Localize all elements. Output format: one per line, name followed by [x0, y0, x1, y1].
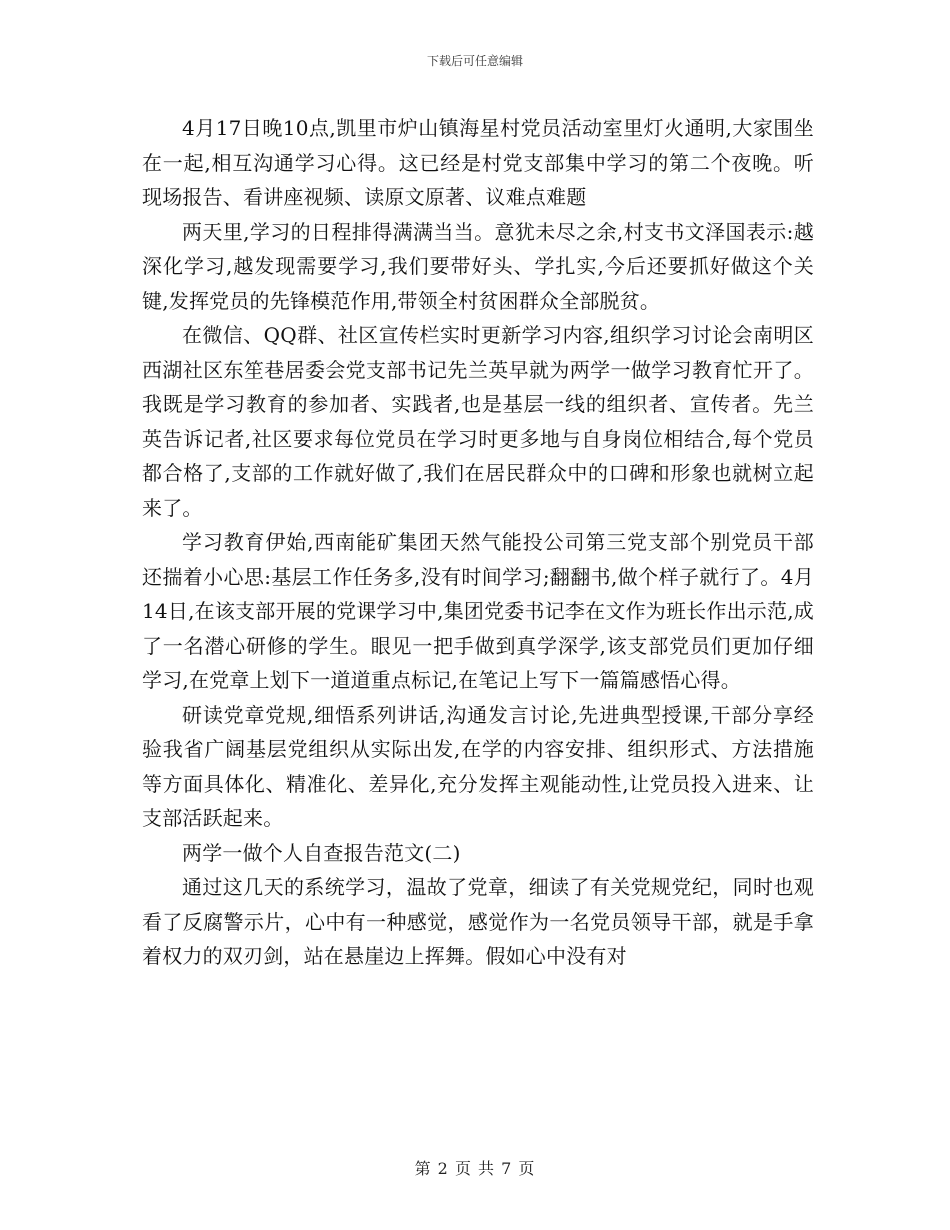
page-header: 下载后可任意编辑 — [426, 54, 523, 68]
paragraph-6: 通过这几天的系统学习，温故了党章，细读了有关党规党纪，同时也观看了反腐警示片，心中有一种感觉，感觉作为一名党员领导干部，就是手拿着权力的双刃剑，站在悬崖边上挥舞。假如心中没有对 — [142, 875, 814, 968]
paragraph-5: 研读党章党规,细悟系列讲话,沟通发言讨论,先进典型授课,干部分享经验我省广阔基层党组织从实际出发,在学的内容安排、组织形式、方法措施等方面具体化、精准化、差异化,充分发挥主观能动性,让党员投入进来、让支部活跃起来。 — [142, 702, 814, 830]
paragraph-4: 学习教育伊始,西南能矿集团天然气能投公司第三党支部个别党员干部还揣着小心思:基层工作任务多,没有时间学习;翻翻书,做个样子就行了。4月14日,在该支部开展的党课学习中,集团党委书记李在文作为班长作出示范,成了一名潜心研修的学生。眼见一把手做到真学深学,该支部党员们更加仔细学习,在党章上划下一道道重点标记,在笔记上写下一篇篇感悟心得。 — [142, 530, 814, 692]
paragraph-1: 4月17日晚10点,凯里市炉山镇海星村党员活动室里灯火通明,大家围坐在一起,相互沟通学习心得。这已经是村党支部集中学习的第二个夜晚。听现场报告、看讲座视频、读原文原著、议难点难题 — [142, 116, 814, 209]
paragraph-2: 两天里,学习的日程排得满满当当。意犹未尽之余,村支书文泽国表示:越深化学习,越发现需要学习,我们要带好头、学扎实,今后还要抓好做这个关键,发挥党员的先锋模范作用,带领全村贫困群众全部脱贫。 — [142, 219, 814, 313]
page-footer: 第 2 页 共 7 页 — [414, 1159, 536, 1178]
paragraph-3: 在微信、QQ群、社区宣传栏实时更新学习内容,组织学习讨论会南明区西湖社区东笙巷居委会党支部书记先兰英早就为两学一做学习教育忙开了。我既是学习教育的参加者、实践者,也是基层一线的组织者、宣传者。先兰英告诉记者,社区要求每位党员在学习时更多地与自身岗位相结合,每个党员都合格了,支部的工作就好做了,我们在居民群众中的口碑和形象也就树立起来了。 — [142, 323, 814, 520]
section-heading: 两学一做个人自查报告范文(二) — [182, 840, 461, 865]
document-body — [142, 111, 814, 974]
